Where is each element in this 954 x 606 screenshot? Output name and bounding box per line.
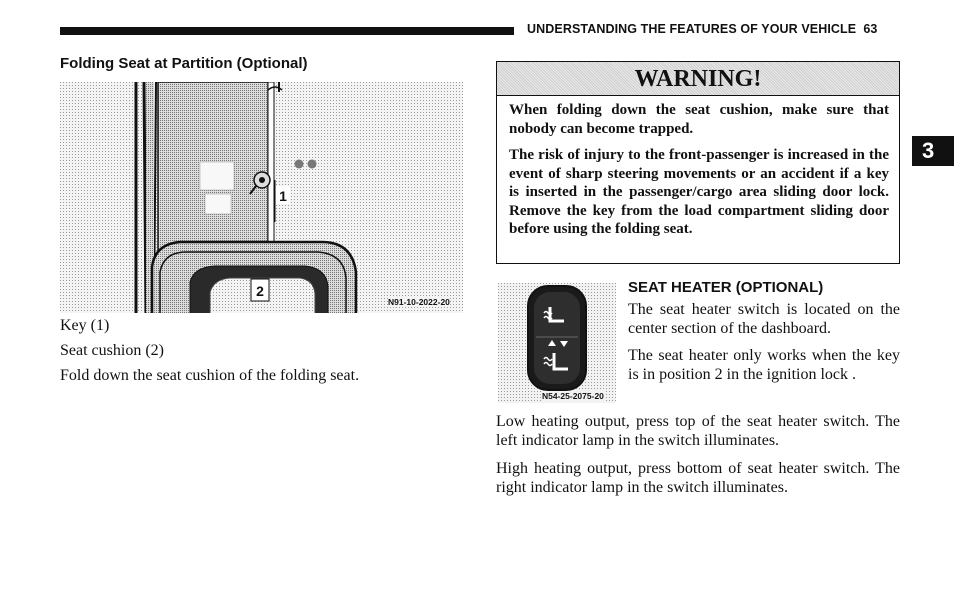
folding-seat-illustration bbox=[60, 82, 463, 313]
callout-2: 2 bbox=[256, 283, 264, 299]
running-header bbox=[527, 22, 877, 36]
callout-1: 1 bbox=[279, 188, 287, 204]
warning-text: When folding down the seat cushion, make sure that nobody can become trapped. bbox=[509, 102, 889, 137]
list-item: Key (1) bbox=[60, 317, 110, 334]
figure-code: N91-10-2022-20 bbox=[388, 297, 450, 307]
warning-heading: WARNING! bbox=[497, 62, 899, 96]
page-number: 63 bbox=[863, 22, 878, 36]
paragraph: The seat heater only works when the key is in position 2 in the ignition lock . bbox=[628, 347, 900, 383]
header-rule bbox=[60, 27, 514, 35]
warning-text: The risk of injury to the front-passenger is increased in the event of sharp steering movements or an accident if a key is inserted in the passenger/cargo area sliding door lock. Remove the key from the load compartment sliding door before using the folding seat. bbox=[509, 147, 889, 238]
seat-heater-switch-illustration bbox=[498, 283, 616, 403]
subsection-title: SEAT HEATER (OPTIONAL) bbox=[628, 279, 824, 296]
figure-code: N54-25-2075-20 bbox=[542, 391, 604, 401]
paragraph: The seat heater switch is located on the center section of the dashboard. bbox=[628, 301, 900, 337]
paragraph: High heating output, press bottom of seat heater switch. The right indicator lamp in the switch illuminates. bbox=[496, 460, 900, 496]
list-item: Fold down the seat cushion of the folding seat. bbox=[60, 367, 360, 384]
running-title: UNDERSTANDING THE FEATURES OF YOUR VEHICLE bbox=[527, 22, 857, 36]
paragraph: Low heating output, press top of the seat heater switch. The left indicator lamp in the switch illuminates. bbox=[496, 413, 900, 449]
list-item: Seat cushion (2) bbox=[60, 342, 164, 359]
seat-heater-figure bbox=[498, 283, 616, 403]
chapter-tab: 3 bbox=[912, 136, 954, 166]
folding-seat-figure bbox=[60, 82, 463, 313]
section-title: Folding Seat at Partition (Optional) bbox=[60, 55, 308, 72]
